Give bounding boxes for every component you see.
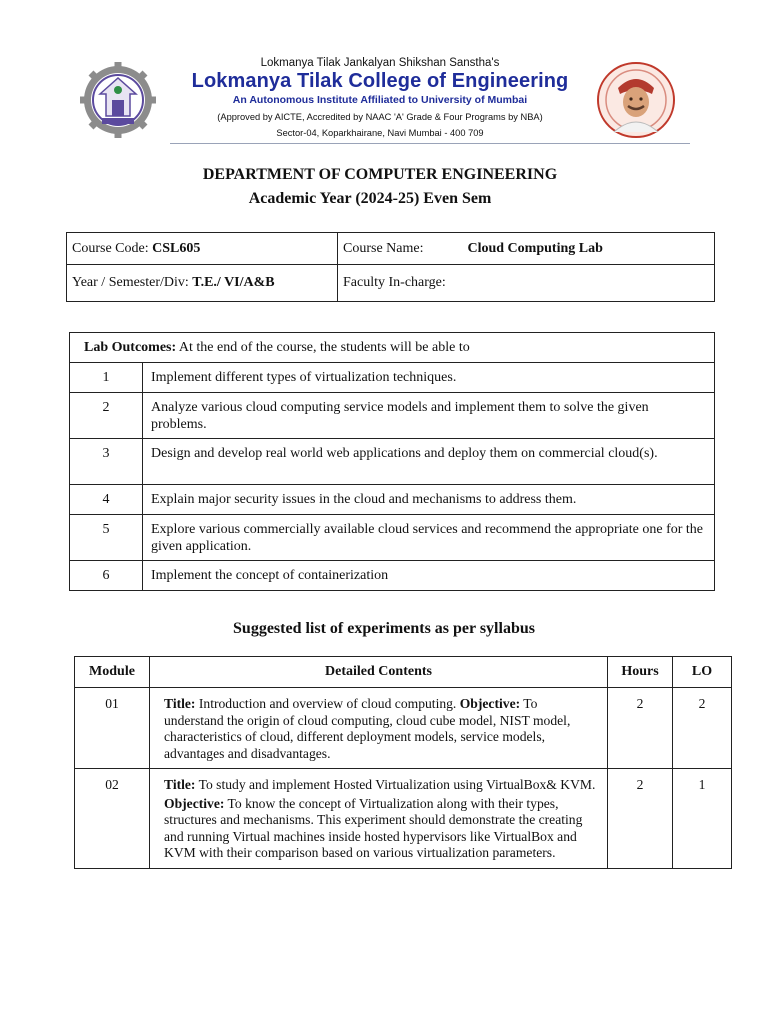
objective-label: Objective: — [164, 795, 225, 811]
course-name-value: Cloud Computing Lab — [467, 240, 603, 256]
module-number: 02 — [75, 769, 150, 869]
experiments-table — [74, 656, 732, 869]
lab-outcomes-heading-row — [70, 333, 715, 363]
lab-outcomes-heading — [70, 333, 715, 363]
module-number: 01 — [75, 688, 150, 769]
experiment-title-para — [164, 777, 597, 794]
header-divider — [170, 143, 690, 144]
objective-label: Objective: — [459, 696, 521, 711]
experiment-hours: 2 — [608, 769, 673, 869]
experiment-title: Introduction and overview of cloud computing. — [195, 696, 460, 711]
outcome-text: Explain major security issues in the cloud and mechanisms to address them. — [143, 485, 715, 515]
year-semester-cell — [67, 265, 338, 302]
outcome-number: 5 — [70, 515, 143, 561]
table-row — [70, 363, 715, 393]
lab-outcomes-table — [69, 332, 715, 591]
experiment-details — [150, 688, 608, 769]
faculty-label: Faculty In-charge: — [343, 275, 446, 290]
course-name-label: Course Name: — [343, 240, 424, 256]
outcome-text: Explore various commercially available cloud services and recommend the appropriate one for the given application. — [143, 515, 715, 561]
table-row — [75, 688, 732, 769]
table-row — [75, 769, 732, 869]
year-semester-label: Year / Semester/Div: — [72, 275, 193, 290]
lab-outcomes-intro: At the end of the course, the students will be able to — [176, 340, 470, 355]
course-info-table — [66, 232, 715, 302]
faculty-cell — [338, 265, 715, 302]
table-row — [70, 393, 715, 439]
outcome-text: Implement the concept of containerization — [143, 561, 715, 591]
title-label: Title: — [164, 696, 196, 711]
column-header-hours: Hours — [608, 657, 673, 688]
table-row — [70, 485, 715, 515]
autonomous-tagline: An Autonomous Institute Affiliated to University of Mumbai — [232, 94, 528, 106]
outcome-text: Implement different types of virtualization techniques. — [143, 363, 715, 393]
department-title: DEPARTMENT OF COMPUTER ENGINEERING — [202, 166, 558, 183]
year-semester-value: T.E./ VI/A&B — [192, 275, 275, 290]
experiment-lo: 1 — [673, 769, 732, 869]
outcome-number: 3 — [70, 439, 143, 485]
outcome-text: Analyze various cloud computing service models and implement them to solve the given problems. — [143, 393, 715, 439]
outcome-number: 2 — [70, 393, 143, 439]
column-header-lo: LO — [673, 657, 732, 688]
experiment-hours: 2 — [608, 688, 673, 769]
course-code-label: Course Code: — [72, 240, 153, 256]
table-row — [70, 561, 715, 591]
college-name: Lokmanya Tilak College of Engineering — [191, 70, 569, 92]
experiment-lo: 2 — [673, 688, 732, 769]
outcome-number: 6 — [70, 561, 143, 591]
title-label: Title: — [164, 777, 196, 792]
course-info-row — [67, 265, 715, 302]
college-gear-emblem-icon — [78, 60, 158, 140]
sanstha-name: Lokmanya Tilak Jankalyan Shikshan Sanstha's — [260, 57, 500, 69]
table-row — [70, 439, 715, 485]
founder-portrait-seal-icon — [594, 60, 678, 140]
experiment-objective: To know the concept of Virtualization along with their types, structures and mechanisms. This experiment should demonstrate the creating and running Virtual machines inside hosted hypervisors like VirtualBox and KVM with their comparison based on various virtualization parameters. — [164, 795, 583, 860]
column-header-module: Module — [75, 657, 150, 688]
experiment-description — [164, 696, 597, 762]
course-name-cell — [338, 233, 715, 265]
experiments-heading: Suggested list of experiments as per syllabus — [233, 620, 535, 637]
experiment-title: To study and implement Hosted Virtualization using VirtualBox& KVM. — [195, 777, 596, 792]
table-row — [70, 515, 715, 561]
experiment-objective: To understand the origin of cloud computing, cloud cube model, NIST model, characteristics of cloud, different deployment models, service models, advantages and disadvantages. — [164, 696, 571, 761]
experiments-header-row — [75, 657, 732, 688]
experiment-objective-para — [164, 796, 597, 862]
course-code-cell — [67, 233, 338, 265]
course-code-value: CSL605 — [152, 240, 201, 256]
lab-outcomes-label: Lab Outcomes: — [84, 340, 177, 355]
accreditation-line: (Approved by AICTE, Accredited by NAAC 'A' Grade & Four Programs by NBA) — [217, 112, 543, 122]
outcome-number: 4 — [70, 485, 143, 515]
college-address: Sector-04, Koparkhairane, Navi Mumbai - 400 709 — [276, 128, 484, 138]
experiment-details — [150, 769, 608, 869]
outcome-number: 1 — [70, 363, 143, 393]
course-info-row — [67, 233, 715, 265]
academic-year: Academic Year (2024-25) Even Sem — [248, 190, 492, 207]
outcome-text: Design and develop real world web applications and deploy them on commercial cloud(s). — [143, 439, 715, 485]
column-header-contents: Detailed Contents — [150, 657, 608, 688]
